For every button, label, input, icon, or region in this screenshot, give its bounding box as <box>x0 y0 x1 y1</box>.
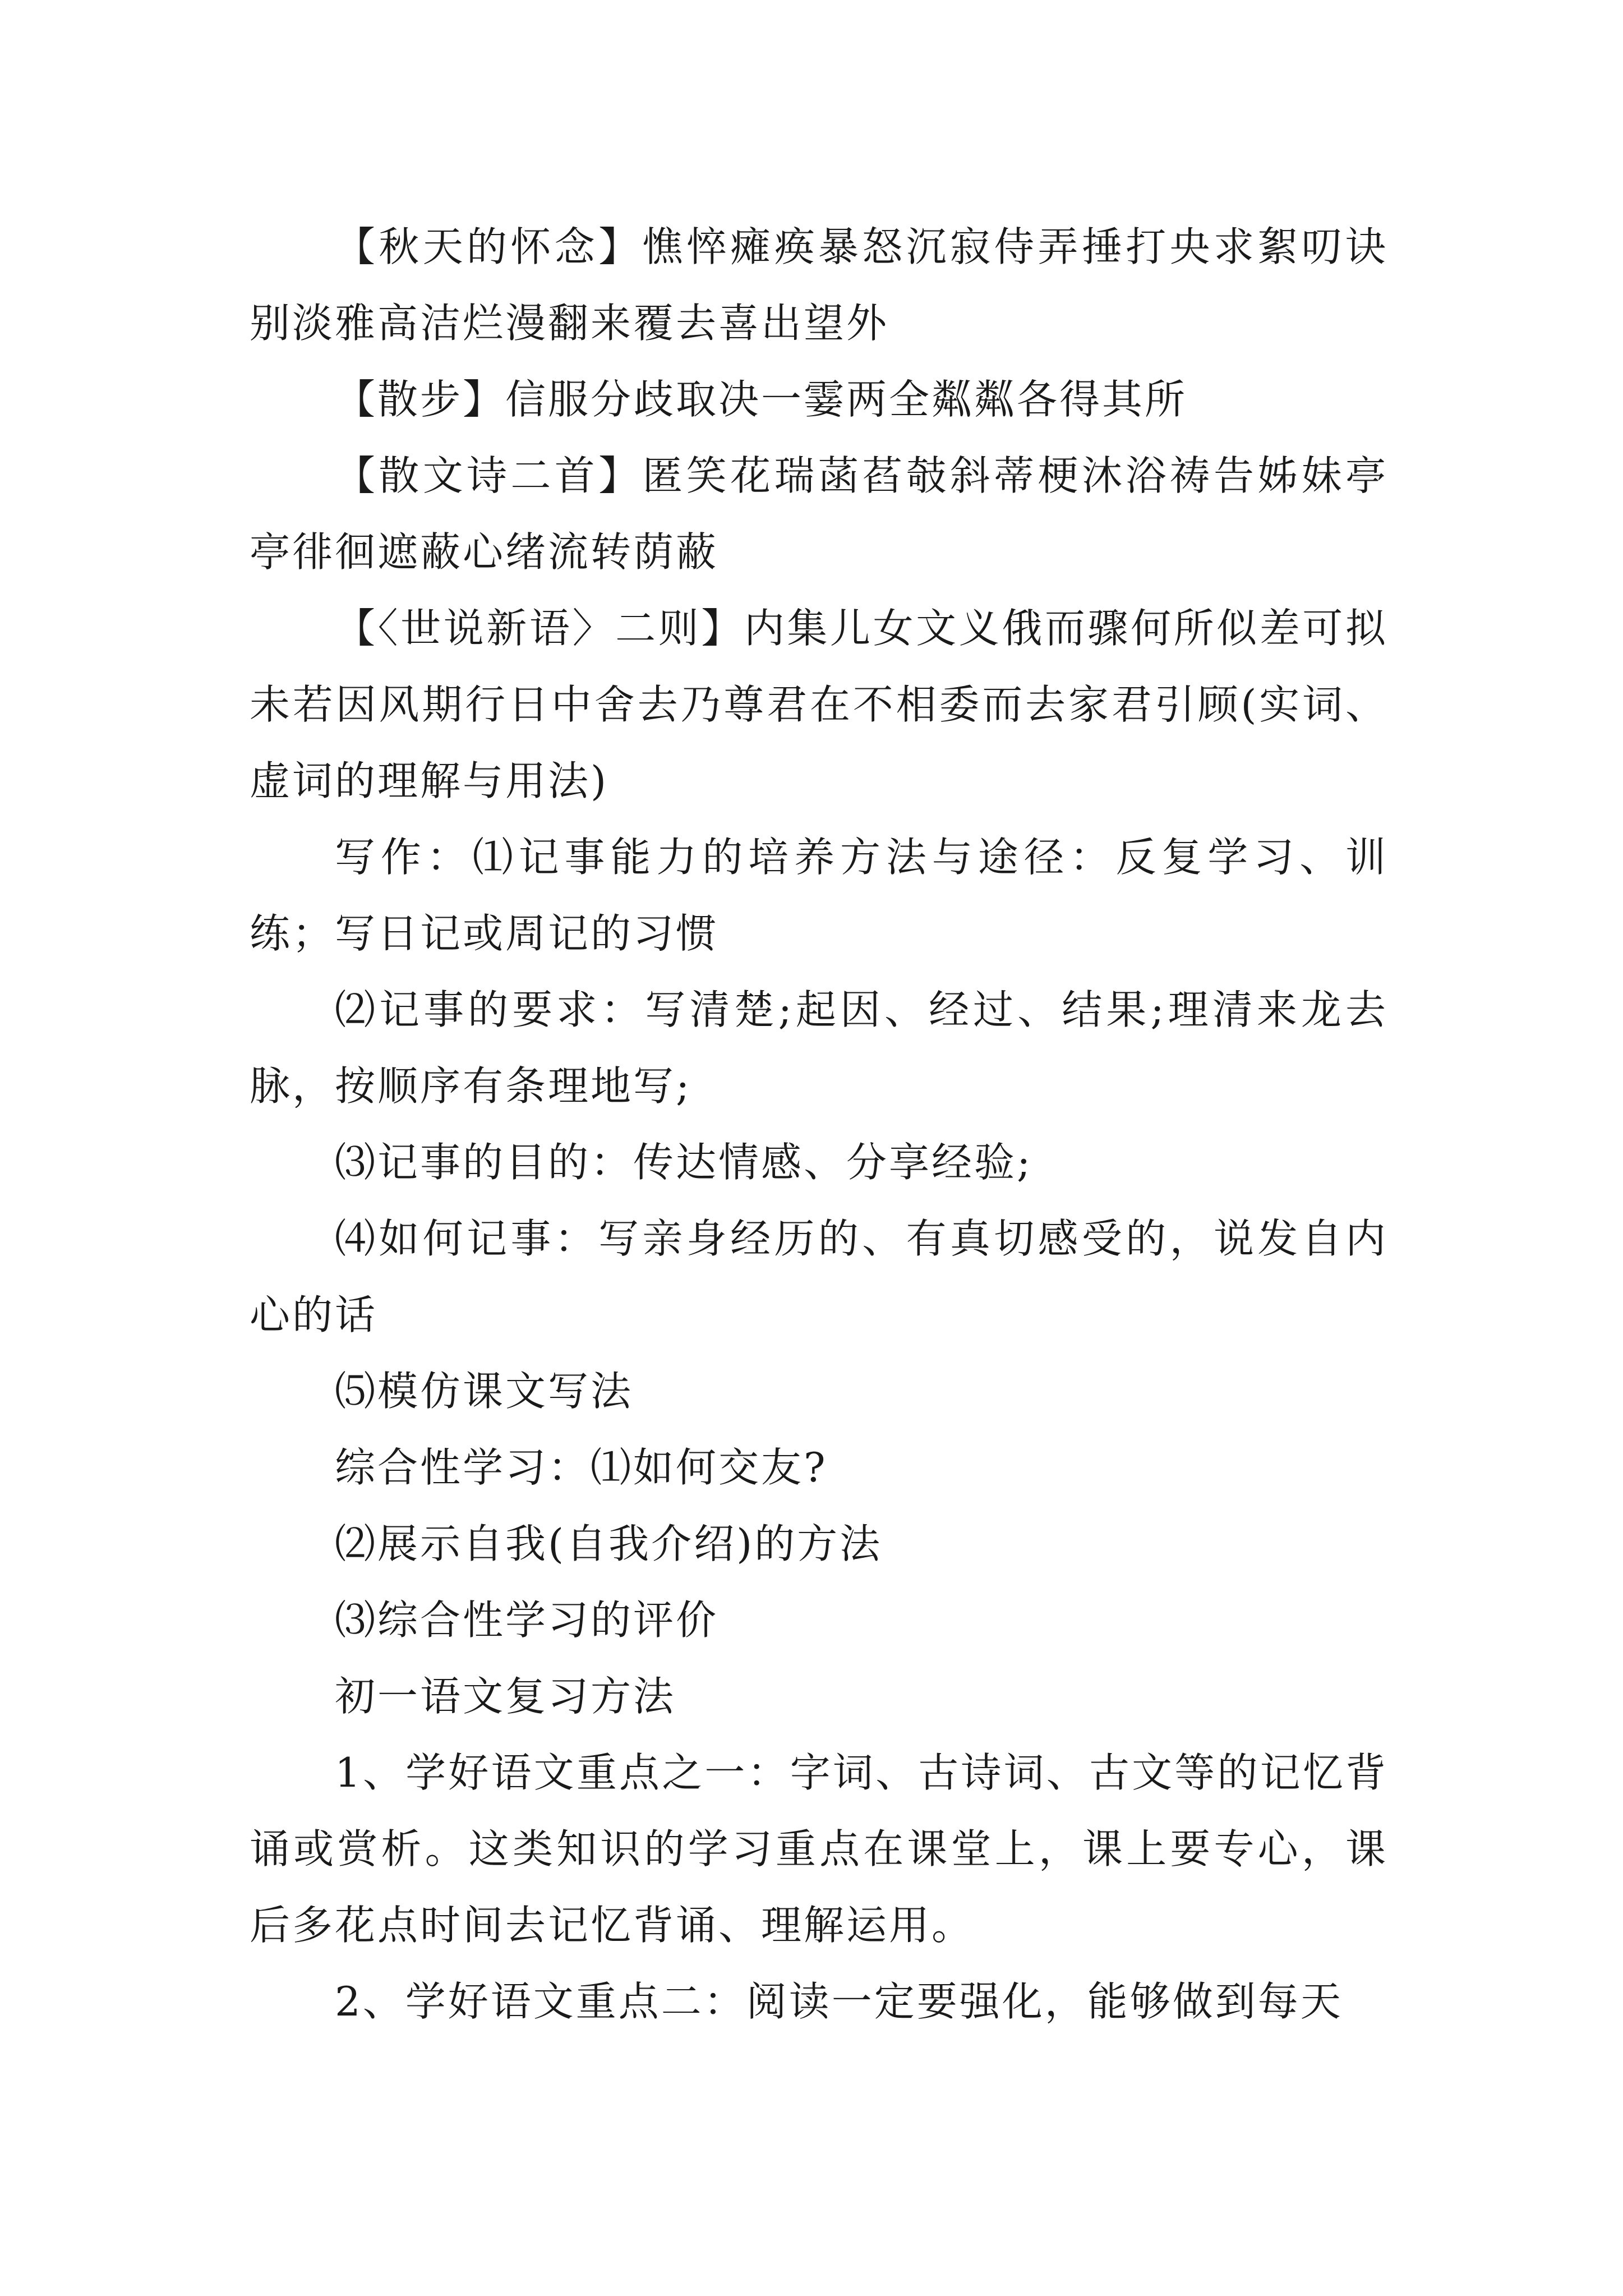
paragraph-autumn-memory: 【秋天的怀念】憔悴瘫痪暴怒沉寂侍弄捶打央求絮叨诀别淡雅高洁烂漫翻来覆去喜出望外 <box>250 223 1388 347</box>
paragraph-comprehensive-1: 综合性学习：⑴如何交友? <box>335 1444 828 1491</box>
paragraph-writing-4: ⑷如何记事：写亲身经历的、有真切感受的，说发自内心的话 <box>250 1215 1388 1338</box>
paragraph-prose-poems: 【散文诗二首】匿笑花瑞菡萏攲斜蒂梗沐浴祷告姊妹亭亭徘徊遮蔽心绪流转荫蔽 <box>250 452 1388 576</box>
paragraph-writing-2: ⑵记事的要求：写清楚;起因、经过、结果;理清来龙去脉，按顺序有条理地写; <box>250 986 1388 1110</box>
paragraph-comprehensive-2: ⑵展示自我(自我介绍)的方法 <box>335 1520 883 1567</box>
paragraph-walk: 【散步】信服分歧取决一霎两全粼粼各得其所 <box>335 376 1188 423</box>
paragraph-method-1: 1、学好语文重点之一：字词、古诗词、古文等的记忆背诵或赏析。这类知识的学习重点在课堂上，课上要专心，课后多花点时间去记忆背诵、理解运用。 <box>250 1749 1388 1949</box>
section-heading-review-methods: 初一语文复习方法 <box>335 1673 676 1720</box>
paragraph-shishuo-xinyu: 【〈世说新语〉二则】内集儿女文义俄而骤何所似差可拟未若因风期行日中舍去乃尊君在不相委而去家君引顾(实词、虚词的理解与用法) <box>250 605 1388 804</box>
paragraph-method-2: 2、学好语文重点二：阅读一定要强化，能够做到每天 <box>335 1978 1343 2025</box>
document-body <box>250 209 1388 2040</box>
paragraph-comprehensive-3: ⑶综合性学习的评价 <box>335 1596 719 1644</box>
paragraph-writing-1: 写作：⑴记事能力的培养方法与途径：反复学习、训练；写日记或周记的习惯 <box>250 834 1388 957</box>
paragraph-writing-3: ⑶记事的目的：传达情感、分享经验; <box>335 1139 1033 1186</box>
paragraph-writing-5: ⑸模仿课文写法 <box>335 1368 634 1415</box>
